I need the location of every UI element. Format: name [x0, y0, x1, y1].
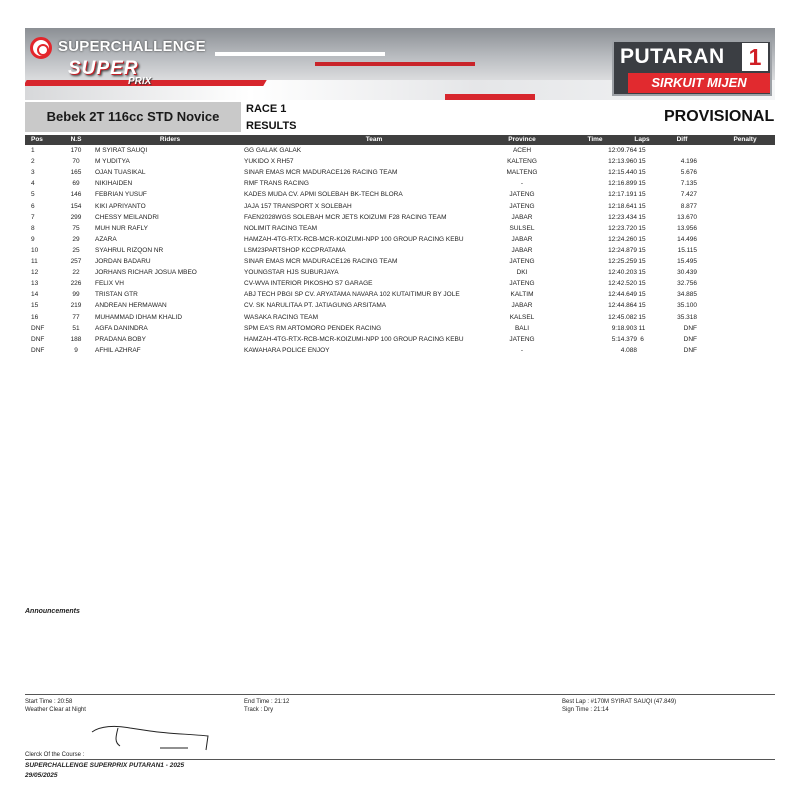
cell-team-name: NOLIMIT RACING TEAM [244, 224, 318, 232]
logo-text: SUPERCHALLENGE [58, 38, 206, 55]
cell-diff: 15.115 [677, 246, 697, 254]
cell-laps: 15 [638, 258, 646, 265]
cell-diff: 32.756 [677, 280, 697, 288]
cell-pos: 6 [31, 202, 35, 210]
logo-super: SUPER [68, 58, 139, 79]
cell-pos: 2 [31, 158, 35, 166]
cell-race-time: 12:23.720 [608, 224, 637, 232]
cell-province: JATENG [509, 191, 535, 199]
event-title: SUPERCHALLENGE SUPERPRIX PUTARAN1 - 2025 [25, 762, 185, 769]
cell-team-name: YUKIDO X RH57 [244, 158, 294, 166]
cell-pos: 13 [31, 280, 39, 288]
cell-team-name: ABJ TECH PBGI SP CV. ARYATAMA NAVARA 102 KUTAITIMUR BY JOLE [244, 291, 460, 299]
cell-province: - [520, 180, 524, 188]
table-row [25, 300, 775, 311]
cell-laps: 6 [640, 335, 644, 343]
results-label: RESULTS [246, 120, 297, 132]
cell-rider-name: M YUDITYA [95, 158, 130, 166]
table-row [25, 345, 775, 356]
cell-ns: 70 [72, 158, 80, 166]
logo-prix: PRIX [128, 76, 152, 87]
cell-province: JATENG [509, 335, 535, 343]
cell-laps: 15 [638, 246, 646, 254]
table-row [25, 156, 775, 167]
cell-rider-name: FELIX VH [95, 280, 124, 288]
col-laps: Laps [634, 136, 650, 143]
sign-time: Sign Time : 21:14 [562, 707, 609, 713]
cell-rider-name: AGFA DANINDRA [95, 324, 148, 332]
clerk-of-course: Clerck Of the Course : [25, 752, 85, 758]
cell-rider-name: SYAHRUL RIZQON NR [95, 246, 164, 254]
cell-team-name: CV-WVA INTERIOR PIKOSHO S7 GARAGE [244, 280, 373, 288]
cell-ns: 22 [72, 269, 80, 277]
cell-ns: 99 [72, 291, 80, 299]
cell-rider-name: AFHIL AZHRAF [95, 346, 141, 354]
cell-diff: 30.439 [677, 269, 697, 277]
cell-laps: 15 [638, 302, 646, 310]
class-name: Bebek 2T 116cc STD Novice [25, 102, 241, 132]
cell-laps: 15 [638, 291, 646, 299]
cell-pos: 11 [31, 258, 38, 265]
cell-team-name: LSM23PARTSHOP KCCPRATAMA [244, 246, 346, 254]
cell-race-time: 12:09.764 [608, 147, 637, 154]
cell-diff: 35.318 [677, 313, 697, 321]
cell-rider-name: TRISTAN GTR [95, 291, 138, 299]
cell-province: JATENG [509, 258, 535, 265]
cell-race-time: 5:14.379 [611, 335, 637, 343]
cell-diff: 35.100 [677, 302, 697, 310]
cell-province: JATENG [509, 202, 535, 210]
cell-province: KALSEL [509, 313, 535, 321]
cell-rider-name: CHESSY MEILANDRI [95, 213, 159, 221]
cell-rider-name: KIKI APRIYANTO [95, 202, 146, 210]
cell-laps: 15 [638, 235, 646, 243]
cell-ns: 299 [70, 213, 82, 221]
cell-laps: 15 [638, 269, 646, 277]
table-row [25, 178, 775, 189]
table-row [25, 334, 775, 345]
cell-rider-name: MUHAMMAD IDHAM KHALID [95, 313, 183, 321]
cell-rider-name: MUH NUR RAFLY [95, 224, 148, 232]
cell-diff: 13.670 [677, 213, 697, 221]
race-label: RACE 1 [246, 103, 287, 115]
table-row [25, 145, 775, 156]
cell-rider-name: M SYIRAT SAUQI [95, 147, 148, 154]
cell-pos: DNF [31, 335, 45, 343]
cell-ns: 25 [72, 246, 80, 254]
cell-ns: 9 [74, 346, 78, 354]
cell-pos: 10 [31, 246, 39, 254]
cell-race-time: 12:25.259 [608, 258, 637, 265]
cell-ns: 165 [70, 169, 82, 177]
cell-laps: 15 [638, 147, 646, 154]
cell-team-name: SPM EA'S RM ARTOMORO PENDEK RACING [244, 324, 382, 332]
cell-race-time: 12:13.960 [608, 158, 637, 166]
round-number: 1 [742, 43, 768, 71]
cell-race-time: 12:44.649 [608, 291, 637, 299]
cell-pos: 14 [31, 291, 39, 299]
cell-rider-name: NIKIHAIDEN [95, 180, 133, 188]
superchallenge-logo-icon [30, 37, 52, 59]
cell-province: BALI [514, 324, 530, 332]
cell-pos: 8 [31, 224, 35, 232]
cell-province: ACEH [512, 147, 532, 154]
curb-stripe [215, 52, 385, 56]
table-row [25, 167, 775, 178]
cell-diff: DNF [683, 335, 697, 343]
cell-team-name: GG GALAK GALAK [244, 147, 302, 154]
status-label: PROVISIONAL [664, 108, 775, 125]
cell-laps: 15 [638, 169, 646, 177]
cell-laps: 15 [638, 180, 646, 188]
cell-pos: DNF [31, 324, 45, 332]
col-province: Province [508, 136, 536, 143]
table-row [25, 267, 775, 278]
cell-laps: 15 [638, 313, 646, 321]
end-time: End Time : 21:12 [244, 699, 290, 705]
cell-ns: 29 [72, 235, 80, 243]
cell-ns: 51 [72, 324, 80, 332]
cell-pos: 15 [31, 302, 39, 310]
cell-diff: 7.135 [680, 180, 697, 188]
table-row [25, 223, 775, 234]
cell-ns: 188 [70, 335, 82, 343]
col-diff: Diff [676, 136, 688, 143]
cell-team-name: CV. SK NARULITAA PT. JATIAGUNG ARSITAMA [244, 302, 387, 310]
cell-pos: 12 [31, 269, 39, 277]
cell-team-name: FAEN2028WGS SOLEBAH MCR JETS KOIZUMI F28 RACING TEAM [244, 213, 447, 221]
cell-ns: 226 [70, 280, 82, 288]
cell-province: - [520, 346, 524, 354]
cell-rider-name: PRADANA BOBY [95, 335, 146, 343]
cell-race-time: 4.088 [620, 346, 637, 354]
cell-pos: 16 [31, 313, 39, 321]
cell-diff: 5.676 [680, 169, 697, 177]
cell-race-time: 12:17.191 [608, 191, 637, 199]
track-condition: Track : Dry [244, 707, 274, 713]
round-circuit: SIRKUIT MIJEN [628, 73, 770, 93]
cell-team-name: KAWAHARA POLICE ENJOY [244, 346, 330, 354]
table-row [25, 212, 775, 223]
cell-team-name: HAMZAH-4TG-RTX-RCB-MCR-KOIZUMI-NPP 100 GROUP RACING KEBU [244, 335, 464, 343]
best-lap: Best Lap : #170M SYIRAT SAUQI (47.849) [562, 699, 677, 705]
cell-pos: 9 [31, 235, 35, 243]
cell-laps: 15 [638, 213, 646, 221]
cell-laps: 15 [638, 158, 646, 166]
table-row [25, 234, 775, 245]
cell-rider-name: ANDREAN HERMAWAN [95, 302, 167, 310]
table-row [25, 323, 775, 334]
col-ns: N.S [70, 136, 82, 143]
cell-team-name: WASAKA RACING TEAM [244, 313, 319, 321]
footer-divider [25, 759, 775, 760]
table-row [25, 312, 775, 323]
cell-laps: 15 [638, 191, 646, 199]
cell-ns: 77 [72, 313, 80, 321]
cell-race-time: 12:15.440 [608, 169, 637, 177]
cell-team-name: SINAR EMAS MCR MADURACE126 RACING TEAM [244, 169, 398, 177]
cell-laps: 15 [638, 202, 646, 210]
table-row [25, 245, 775, 256]
cell-ns: 170 [70, 147, 82, 154]
cell-province: KALTENG [507, 158, 537, 166]
cell-team-name: YOUNGSTAR HJS SUBURJAYA [244, 269, 339, 277]
start-time: Start Time : 20:58 [25, 699, 73, 705]
cell-pos: 4 [31, 180, 35, 188]
cell-ns: 146 [70, 191, 82, 199]
event-date: 29/05/2025 [25, 772, 58, 779]
col-time: Time [587, 136, 603, 143]
col-penalty: Penalty [733, 136, 757, 143]
cell-team-name: JAJA 157 TRANSPORT X SOLEBAH [244, 202, 352, 210]
cell-diff: DNF [683, 346, 697, 354]
cell-diff: DNF [683, 324, 697, 332]
table-row [25, 201, 775, 212]
cell-province: JABAR [511, 302, 533, 310]
cell-province: DKI [516, 269, 528, 277]
cell-race-time: 12:45.082 [608, 313, 637, 321]
table-row [25, 256, 775, 267]
cell-rider-name: JORDAN BADARU [95, 258, 151, 265]
curb-stripe [315, 62, 475, 66]
col-riders: Riders [159, 136, 181, 143]
cell-province: MALTENG [506, 169, 538, 177]
signature [90, 722, 220, 752]
cell-team-name: SINAR EMAS MCR MADURACE126 RACING TEAM [244, 258, 398, 265]
cell-rider-name: OJAN TUASIKAL [95, 169, 146, 177]
weather: Weather Clear at Night [25, 707, 86, 713]
cell-team-name: HAMZAH-4TG-RTX-RCB-MCR-KOIZUMI-NPP 100 GROUP RACING KEBU [244, 235, 464, 243]
cell-race-time: 12:23.434 [608, 213, 637, 221]
cell-team-name: KADES MUDA CV. APMI SOLEBAH BK-TECH BLORA [244, 191, 403, 199]
cell-diff: 15.495 [677, 258, 697, 265]
cell-laps: 11 [638, 324, 646, 332]
cell-diff: 4.196 [680, 158, 697, 166]
cell-province: JABAR [511, 235, 533, 243]
cell-race-time: 12:42.520 [608, 280, 637, 288]
cell-pos: 1 [31, 147, 35, 154]
cell-diff: 13.956 [677, 224, 697, 232]
cell-diff: 14.496 [677, 235, 697, 243]
cell-province: JABAR [511, 246, 533, 254]
cell-diff: 34.885 [677, 291, 697, 299]
cell-pos: DNF [31, 346, 45, 354]
cell-ns: 75 [72, 224, 80, 232]
curb-stripe [445, 94, 535, 100]
round-title: PUTARAN [620, 45, 725, 68]
cell-ns: 69 [72, 180, 80, 188]
cell-race-time: 12:44.864 [608, 302, 637, 310]
cell-ns: 154 [70, 202, 82, 210]
cell-rider-name: FEBRIAN YUSUF [95, 191, 147, 199]
footer-divider [25, 694, 775, 695]
cell-race-time: 12:24.879 [608, 246, 637, 254]
results-table-header [25, 135, 775, 145]
cell-province: SULSEL [509, 224, 535, 232]
cell-race-time: 12:18.641 [608, 202, 637, 210]
cell-diff: 8.877 [680, 202, 697, 210]
cell-province: KALTIM [510, 291, 534, 299]
table-row [25, 289, 775, 300]
cell-pos: 7 [31, 213, 35, 221]
cell-laps: 15 [638, 224, 646, 232]
cell-ns: 257 [70, 258, 82, 265]
cell-pos: 3 [31, 169, 35, 177]
cell-race-time: 12:40.203 [608, 269, 637, 277]
cell-ns: 219 [70, 302, 82, 310]
col-team: Team [365, 136, 383, 143]
cell-pos: 5 [31, 191, 35, 199]
cell-laps: 15 [638, 280, 646, 288]
cell-province: JATENG [509, 280, 535, 288]
cell-race-time: 9:18.903 [611, 324, 637, 332]
cell-province: JABAR [511, 213, 533, 221]
cell-team-name: RMF TRANS RACING [244, 180, 309, 188]
cell-diff: 7.427 [680, 191, 697, 199]
table-row [25, 189, 775, 200]
announcements-label: Announcements [25, 608, 80, 615]
cell-rider-name: JORHANS RICHAR JOSUA MBEO [95, 269, 197, 277]
table-row [25, 278, 775, 289]
cell-race-time: 12:24.260 [608, 235, 637, 243]
cell-race-time: 12:16.899 [608, 180, 637, 188]
cell-rider-name: AZARA [95, 235, 117, 243]
col-pos: Pos [31, 136, 43, 143]
